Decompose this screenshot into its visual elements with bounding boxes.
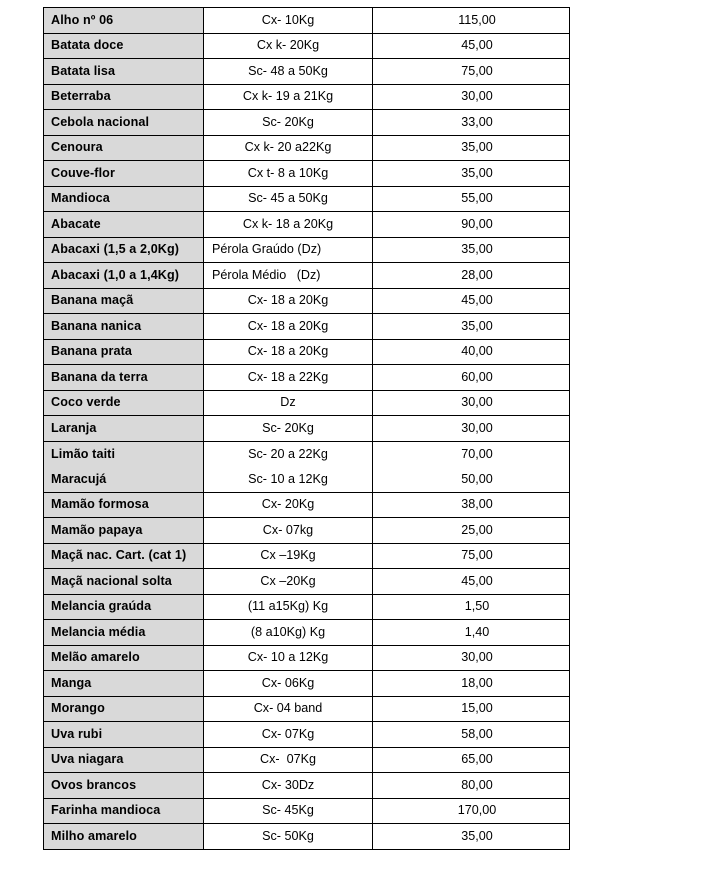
unit-description: Cx k- 20Kg: [204, 34, 373, 59]
price-value: 40,00: [461, 344, 493, 359]
table-row: [44, 773, 569, 799]
product-name: Banana prata: [44, 340, 204, 365]
unit-description: Cx- 18 a 22Kg: [204, 365, 373, 390]
product-name: Melancia graúda: [44, 595, 204, 620]
price-value: 35,00: [461, 318, 493, 333]
price-value: 38,00: [461, 497, 493, 512]
product-name: Batata doce: [44, 34, 204, 59]
price-value: 25,00: [461, 522, 493, 537]
product-name: Maçã nacional solta: [44, 569, 204, 594]
table-row: [44, 569, 569, 595]
price-value: 75,00: [461, 63, 493, 78]
product-name: Limão taiti: [44, 442, 204, 468]
price-value: 30,00: [461, 420, 493, 435]
price-value: 80,00: [461, 777, 493, 792]
table-row: [44, 544, 569, 570]
unit-description: Cx- 10 a 12Kg: [204, 646, 373, 671]
unit-description: Cx- 18 a 20Kg: [204, 289, 373, 314]
price-value: 45,00: [461, 573, 493, 588]
product-name: Ovos brancos: [44, 773, 204, 798]
price-value: 65,00: [461, 752, 493, 767]
price-value: 1,40: [464, 624, 490, 639]
unit-description: Sc- 50Kg: [204, 824, 373, 849]
table-row: [44, 493, 569, 519]
table-row: [44, 212, 569, 238]
product-name: Mandioca: [44, 187, 204, 212]
table-row: [44, 187, 569, 213]
unit-description: Cx- 07Kg: [204, 722, 373, 747]
product-name: Cebola nacional: [44, 110, 204, 135]
table-row: [44, 263, 569, 289]
product-name: Maçã nac. Cart. (cat 1): [44, 544, 204, 569]
unit-description: Sc- 20Kg: [204, 416, 373, 441]
price-value: 33,00: [461, 114, 493, 129]
table-row: [44, 646, 569, 672]
product-name: Mamão formosa: [44, 493, 204, 518]
table-row: [44, 365, 569, 391]
table-row: [44, 722, 569, 748]
product-name: Farinha mandioca: [44, 799, 204, 824]
unit-description: Cx k- 19 a 21Kg: [204, 85, 373, 110]
table-row: [44, 161, 569, 187]
unit-description: Cx- 07Kg: [204, 748, 373, 773]
product-name: Manga: [44, 671, 204, 696]
product-name: Abacaxi (1,5 a 2,0Kg): [44, 238, 204, 263]
unit-description: Pérola Médio (Dz): [204, 263, 373, 288]
table-row: [44, 416, 569, 442]
table-row: [44, 340, 569, 366]
unit-description: Cx k- 20 a22Kg: [204, 136, 373, 161]
product-name: Mamão papaya: [44, 518, 204, 543]
price-value: 18,00: [461, 675, 493, 690]
product-name: Morango: [44, 697, 204, 722]
price-value: 90,00: [461, 216, 493, 231]
product-name: Uva rubi: [44, 722, 204, 747]
price-value: 35,00: [461, 140, 493, 155]
unit-description: Cx k- 18 a 20Kg: [204, 212, 373, 237]
table-row: [44, 238, 569, 264]
table-row: [44, 697, 569, 723]
price-value: 45,00: [461, 38, 493, 53]
table-row: [44, 671, 569, 697]
price-value: 35,00: [461, 165, 493, 180]
unit-description: Sc- 45 a 50Kg: [204, 187, 373, 212]
product-name: Alho nº 06: [44, 8, 204, 33]
price-value: 35,00: [461, 829, 493, 844]
price-table: [43, 7, 570, 850]
unit-description: Cx- 10Kg: [204, 8, 373, 33]
table-row: [44, 34, 569, 60]
product-name: Banana maçã: [44, 289, 204, 314]
unit-description: (11 a15Kg) Kg: [204, 595, 373, 620]
price-value: 28,00: [461, 267, 493, 282]
price-value: 58,00: [461, 726, 493, 741]
unit-description: Cx- 04 band: [204, 697, 373, 722]
product-name: Cenoura: [44, 136, 204, 161]
price-value: 1,50: [464, 599, 490, 614]
price-value: 115,00: [458, 12, 496, 27]
table-row: [44, 85, 569, 111]
unit-description: Cx- 18 a 20Kg: [204, 314, 373, 339]
price-value: 75,00: [461, 548, 493, 563]
unit-description: Sc- 20 a 22Kg: [204, 442, 373, 468]
table-row: [44, 314, 569, 340]
unit-description: Cx t- 8 a 10Kg: [204, 161, 373, 186]
product-name: Melancia média: [44, 620, 204, 645]
unit-description: Cx- 07kg: [204, 518, 373, 543]
product-name: Coco verde: [44, 391, 204, 416]
table-row: [44, 391, 569, 417]
table-row: [44, 620, 569, 646]
product-name: Abacate: [44, 212, 204, 237]
table-row: [44, 467, 569, 493]
product-name: Laranja: [44, 416, 204, 441]
price-value: 30,00: [461, 395, 493, 410]
product-name: Maracujá: [44, 467, 204, 492]
product-name: Banana nanica: [44, 314, 204, 339]
unit-description: Cx- 20Kg: [204, 493, 373, 518]
price-value: 50,00: [461, 471, 493, 486]
price-value: 170,00: [457, 803, 497, 818]
price-value: 15,00: [461, 701, 493, 716]
price-value: 30,00: [461, 89, 493, 104]
unit-description: Cx- 18 a 20Kg: [204, 340, 373, 365]
unit-description: Sc- 20Kg: [204, 110, 373, 135]
table-row: [44, 110, 569, 136]
product-name: Couve-flor: [44, 161, 204, 186]
table-row: [44, 8, 569, 34]
product-name: Uva niagara: [44, 748, 204, 773]
table-row: [44, 518, 569, 544]
price-value: 60,00: [461, 369, 493, 384]
price-value: 45,00: [461, 293, 493, 308]
product-name: Banana da terra: [44, 365, 204, 390]
product-name: Abacaxi (1,0 a 1,4Kg): [44, 263, 204, 288]
table-row: [44, 748, 569, 774]
table-row: [44, 136, 569, 162]
unit-description: (8 a10Kg) Kg: [204, 620, 373, 645]
table-row: [44, 799, 569, 825]
unit-description: Pérola Graúdo (Dz): [204, 238, 373, 263]
unit-description: Sc- 10 a 12Kg: [204, 467, 373, 492]
price-value: 35,00: [461, 242, 493, 257]
unit-description: Cx- 30Dz: [204, 773, 373, 798]
table-row: [44, 59, 569, 85]
unit-description: Sc- 48 a 50Kg: [204, 59, 373, 84]
price-value: 70,00: [461, 446, 493, 461]
table-row: [44, 442, 569, 468]
table-row: [44, 289, 569, 315]
product-name: Melão amarelo: [44, 646, 204, 671]
unit-description: Cx –19Kg: [204, 544, 373, 569]
product-name: Batata lisa: [44, 59, 204, 84]
price-value: 30,00: [461, 650, 493, 665]
table-row: [44, 595, 569, 621]
unit-description: Sc- 45Kg: [204, 799, 373, 824]
product-name: Milho amarelo: [44, 824, 204, 849]
table-row: [44, 824, 569, 849]
price-value: 55,00: [461, 191, 493, 206]
product-name: Beterraba: [44, 85, 204, 110]
unit-description: Cx –20Kg: [204, 569, 373, 594]
unit-description: Cx- 06Kg: [204, 671, 373, 696]
unit-description: Dz: [204, 391, 373, 416]
